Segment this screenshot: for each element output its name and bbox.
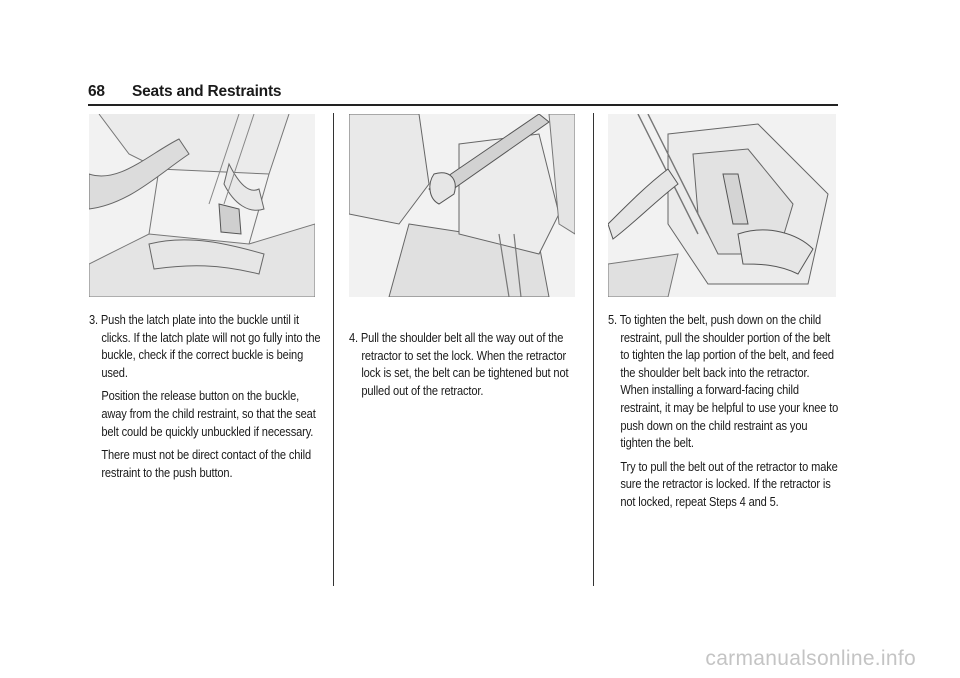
column-divider xyxy=(333,113,334,586)
step-3-lead: 3. Push the latch plate into the buckle until it clicks. If the latch plate will not go fully into the buckle, check if the correct buckle is being used. xyxy=(89,313,321,380)
step-4-text xyxy=(349,330,580,400)
child-seat-buckle-illustration xyxy=(89,114,315,297)
shoulder-belt-pull-illustration xyxy=(349,114,575,297)
belt-tighten-illustration xyxy=(608,114,836,297)
belt-tighten-icon xyxy=(608,114,836,297)
step-4-lead: 4. Pull the shoulder belt all the way out of the retractor to set the lock. When the retractor lock is set, the belt can be tightened but not pulled out of the retractor. xyxy=(349,331,569,398)
column-divider xyxy=(593,113,594,586)
section-title: Seats and Restraints xyxy=(132,83,282,100)
step-3-note-1: Position the release button on the buckle, away from the child restraint, so that the seat belt could be quickly unbuckled if necessary. xyxy=(101,389,316,439)
step-5-note-1: Try to pull the belt out of the retractor to make sure the retractor is locked. If the retractor is not locked, repeat Steps 4 and 5. xyxy=(620,459,838,509)
header-rule xyxy=(88,104,838,106)
step-3-note-2: There must not be direct contact of the child restraint to the push button. xyxy=(101,448,311,480)
step-5-lead: 5. To tighten the belt, push down on the child restraint, pull the shoulder portion of the belt to tighten the lap portion of the belt, and feed the shoulder belt back into the retractor. When installing a forward-facing child restraint, it may be helpful to use your knee to push down on the child restraint as you tighten the belt. xyxy=(608,313,839,451)
watermark: carmanualsonline.info xyxy=(705,647,916,670)
page-header xyxy=(88,83,838,105)
shoulder-belt-pull-icon xyxy=(349,114,575,297)
step-3-text xyxy=(89,312,325,482)
page-number: 68 xyxy=(88,83,105,100)
step-5-text xyxy=(608,312,839,512)
child-seat-buckle-icon xyxy=(89,114,315,297)
